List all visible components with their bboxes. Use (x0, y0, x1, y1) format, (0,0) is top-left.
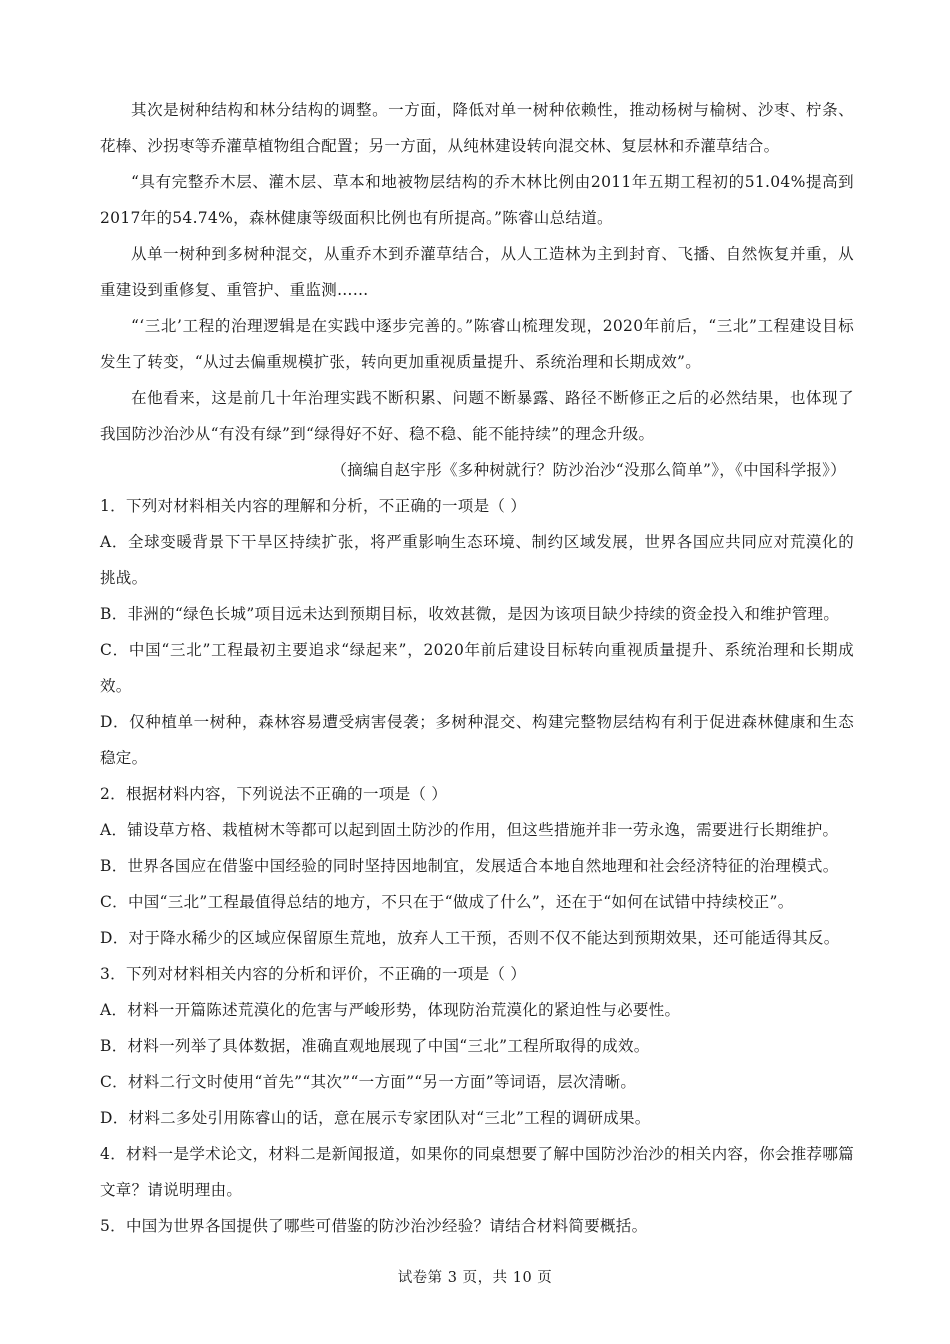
passage-paragraph: 其次是树种结构和林分结构的调整。一方面，降低对单一树种依赖性，推动杨树与榆树、沙枣、柠条、花棒、沙拐枣等乔灌草植物组合配置；另一方面，从纯林建设转向混交林、复层林和乔灌草结合。 (100, 101, 854, 155)
question-2-option-c: C．中国“三北”工程最值得总结的地方，不只在于“做成了什么”，还在于“如何在试错中持续校正”。 (100, 893, 794, 911)
passage-source: （摘编自赵宇彤《多种树就行？防沙治沙“没那么简单”》，《中国科学报》） (331, 461, 846, 479)
question-2-stem: 2．根据材料内容，下列说法不正确的一项是（ ） (100, 785, 448, 803)
passage-paragraph: “具有完整乔木层、灌木层、草本和地被物层结构的乔木林比例由2011年五期工程初的51.04%提高到2017年的54.74%，森林健康等级面积比例也有所提高。”陈睿山总结道。 (100, 173, 854, 227)
question-2-option-d: D．对于降水稀少的区域应保留原生荒地，放弃人工干预，否则不仅不能达到预期效果，还可能适得其反。 (100, 929, 840, 947)
passage-paragraph: “‘三北’工程的治理逻辑是在实践中逐步完善的。”陈睿山梳理发现，2020年前后，“三北”工程建设目标发生了转变，“从过去偏重规模扩张，转向更加重视质量提升、系统治理和长期成效”。 (100, 317, 854, 371)
passage-paragraph: 从单一树种到多树种混交，从重乔木到乔灌草结合，从人工造林为主到封育、飞播、自然恢复并重，从重建设到重修复、重管护、重监测…… (100, 245, 854, 299)
question-1-option-d: D．仅种植单一树种，森林容易遭受病害侵袭；多树种混交、构建完整物层结构有利于促进森林健康和生态稳定。 (100, 713, 854, 767)
passage-paragraph: 在他看来，这是前几十年治理实践不断积累、问题不断暴露、路径不断修正之后的必然结果，也体现了我国防沙治沙从“有没有绿”到“绿得好不好、稳不稳、能不能持续”的理念升级。 (100, 389, 854, 443)
question-1-option-a: A．全球变暖背景下干旱区持续扩张，将严重影响生态环境、制约区域发展，世界各国应共同应对荒漠化的挑战。 (100, 533, 854, 587)
question-1-stem: 1．下列对材料相关内容的理解和分析，不正确的一项是（ ） (100, 497, 527, 515)
page-footer: 试卷第 3 页，共 10 页 (397, 1270, 553, 1286)
page-content (100, 92, 854, 1244)
question-2-option-a: A．铺设草方格、栽植树木等都可以起到固土防沙的作用，但这些措施并非一劳永逸，需要进行长期维护。 (100, 821, 839, 839)
question-3-option-c: C．材料二行文时使用“首先”“其次”“一方面”“另一方面”等词语，层次清晰。 (100, 1073, 637, 1091)
question-3-stem: 3．下列对材料相关内容的分析和评价，不正确的一项是（ ） (100, 965, 527, 983)
question-3-option-b: B．材料一列举了具体数据，准确直观地展现了中国“三北”工程所取得的成效。 (100, 1037, 650, 1055)
question-1-option-b: B．非洲的“绿色长城”项目远未达到预期目标，收效甚微，是因为该项目缺少持续的资金投入和维护管理。 (100, 605, 840, 623)
question-1-option-c: C．中国“三北”工程最初主要追求“绿起来”，2020年前后建设目标转向重视质量提升、系统治理和长期成效。 (100, 641, 854, 695)
question-4-stem: 4．材料一是学术论文，材料二是新闻报道，如果你的同桌想要了解中国防沙治沙的相关内容，你会推荐哪篇文章？请说明理由。 (100, 1145, 854, 1199)
question-5-stem: 5．中国为世界各国提供了哪些可借鉴的防沙治沙经验？请结合材料简要概括。 (100, 1217, 648, 1235)
question-3-option-d: D．材料二多处引用陈睿山的话，意在展示专家团队对“三北”工程的调研成果。 (100, 1109, 651, 1127)
question-3-option-a: A．材料一开篇陈述荒漠化的危害与严峻形势，体现防治荒漠化的紧迫性与必要性。 (100, 1001, 681, 1019)
question-2-option-b: B．世界各国应在借鉴中国经验的同时坚持因地制宜，发展适合本地自然地理和社会经济特征的治理模式。 (100, 857, 839, 875)
